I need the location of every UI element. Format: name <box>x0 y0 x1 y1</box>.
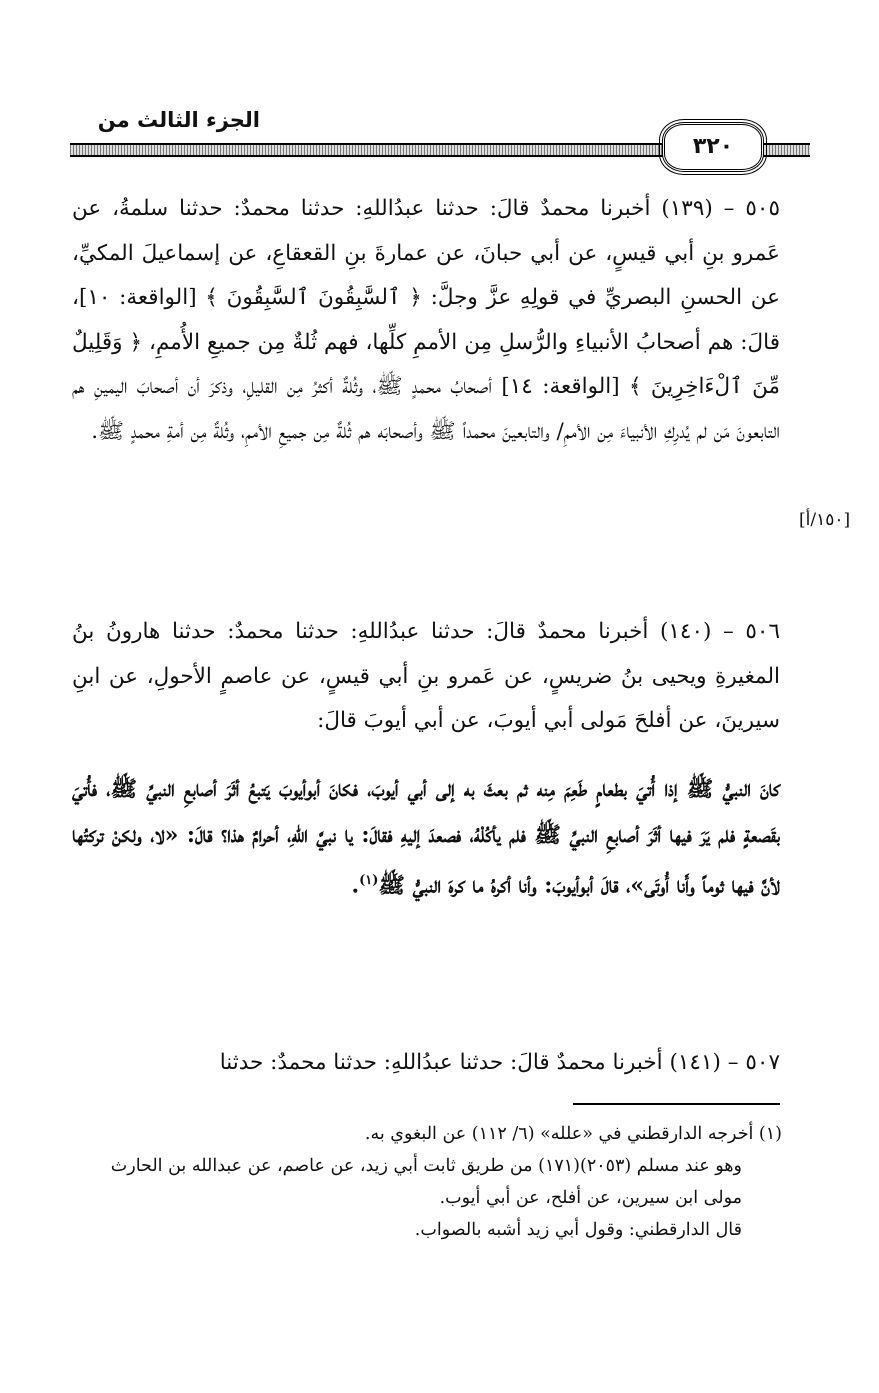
hadith-506-matn: كانَ النبيُّ ﷺ إذا أُتيَ بطعامٍ طَعِمَ مِنه ثم بعثَ به إلى أبي أيوبَ، فكانَ أبوأيوبَ يَتبعُ أثَرَ أصابعِ النبيِّ ﷺ، فأُتيَ بقَصعةٍ فلم يَرَ فيها أثَرَ أصابعِ النبيِّ ﷺ فلم يأكُلْهُ، فصعدَ إليهِ فقالَ: يا نبيَّ اللهِ، أحرامٌ هذا؟ قالَ: «لا، ولكنْ تركتُها لأنَّ فيها ثوماً وأَنا أُوتَى»، قالَ أبوأيوبَ: وأنا أكرهُ ما كرهَ النبيُّ ﷺ$^{(١)}$. <box>72 776 780 899</box>
hadith-506 <box>72 610 780 744</box>
hadith-505 <box>72 187 780 454</box>
footnote-divider <box>573 1103 780 1105</box>
hadith-507 <box>72 1041 780 1086</box>
hadith-505-text: ٥٠٥ – (١٣٩) أخبرنا محمدٌ قالَ: حدثنا عبدُاللهِ: حدثنا محمدٌ: حدثنا سلمةُ، عن عَمرو بنِ أبي قيسٍ، عن أبي حبانَ، عن عمارةَ بنِ القعقاعِ، عن إسماعيلَ المكيِّ، عن الحسنِ البصريِّ في قولِهِ عزَّ وجلَّ: ﴿ ٱلسَّٰبِقُونَ ٱلسَّٰبِقُونَ ﴾ [الواقعة: ١٠]، قالَ: هم أصحابُ الأنبياءِ والرُّسلِ مِن الأممِ كلِّها، فهم ثُلةٌ مِن جميعِ الأُممِ، ﴿ وَقَلِيلٌ مِّنَ ٱلْءَاخِرِينَ ﴾ [الواقعة: ١٤] أصحابُ محمدٍ ﷺ، وثُلةٌ أكثرُ مِن القليلِ، وذكرَ أن أصحابَ اليمينِ هم التابعونَ مَن لم يُدرِكِ الأنبياءَ مِن الأممِ/ والتابعينَ محمداً ﷺ وأصحابَه هم ثُلةٌ مِن جميعِ الأممِ، وثُلةٌ مِن أمةِ محمدٍ ﷺ. <box>72 196 780 444</box>
footnotes <box>72 1118 782 1246</box>
running-title: الجزء الثالث من <box>97 108 260 132</box>
footnote-marker[interactable]: (١) <box>359 873 379 888</box>
footnote-1-note: قال الدارقطني: وقول أبي زيد أشبه بالصواب. <box>414 1220 742 1240</box>
footnote-1-continued: وهو عند مسلم (٢٠٥٣)(١٧١) من طريق ثابت أبي زيد، عن عاصم، عن عبدالله بن الحارث مولى ابن سيرين، عن أفلح، عن أبي أيوب. <box>110 1156 742 1208</box>
hadith-506-matn-text: كانَ النبيُّ ﷺ إذا أُتيَ بطعامٍ طَعِمَ مِنه ثم بعثَ به إلى أبي أيوبَ، فكانَ أبوأيوبَ يَتبعُ أثَرَ أصابعِ النبيِّ ﷺ، فأُتيَ بقَصعةٍ فلم يَرَ فيها أثَرَ أصابعِ النبيِّ ﷺ فلم يأكُلْهُ، فصعدَ إليهِ فقالَ: يا نبيَّ اللهِ، أحرامٌ هذا؟ قالَ: «لا، ولكنْ تركتُها لأنَّ فيها ثوماً وأَنا أُوتَى»، قالَ أبوأيوبَ: وأنا أكرهُ ما كرهَ النبيُّ ﷺ <box>72 776 780 899</box>
header-rule-right <box>760 143 810 157</box>
hadith-507-text: ٥٠٧ – (١٤١) أخبرنا محمدٌ قالَ: حدثنا عبدُاللهِ: حدثنا محمدٌ: حدثنا <box>219 1050 780 1075</box>
page-number: ٣٢٠ <box>662 122 764 172</box>
manuscript-folio-marker: [١٥٠/أ] <box>799 510 851 530</box>
footnote-1: (١) أخرجه الدارقطني في «علله» (٦/ ١١٢) عن البغوي به. <box>364 1124 782 1144</box>
hadith-506-isnad: ٥٠٦ – (١٤٠) أخبرنا محمدٌ قالَ: حدثنا عبدُاللهِ: حدثنا محمدٌ: حدثنا هارونُ بنُ المغيرةِ ويحيى بنُ ضريسٍ، عن عَمرو بنِ أبي قيسٍ، عن عاصمٍ الأحولِ، عن ابنِ سيرينَ، عن أفلحَ مَولى أبي أيوبَ، عن أبي أيوبَ قالَ: <box>72 619 781 733</box>
header-rule <box>70 143 670 157</box>
